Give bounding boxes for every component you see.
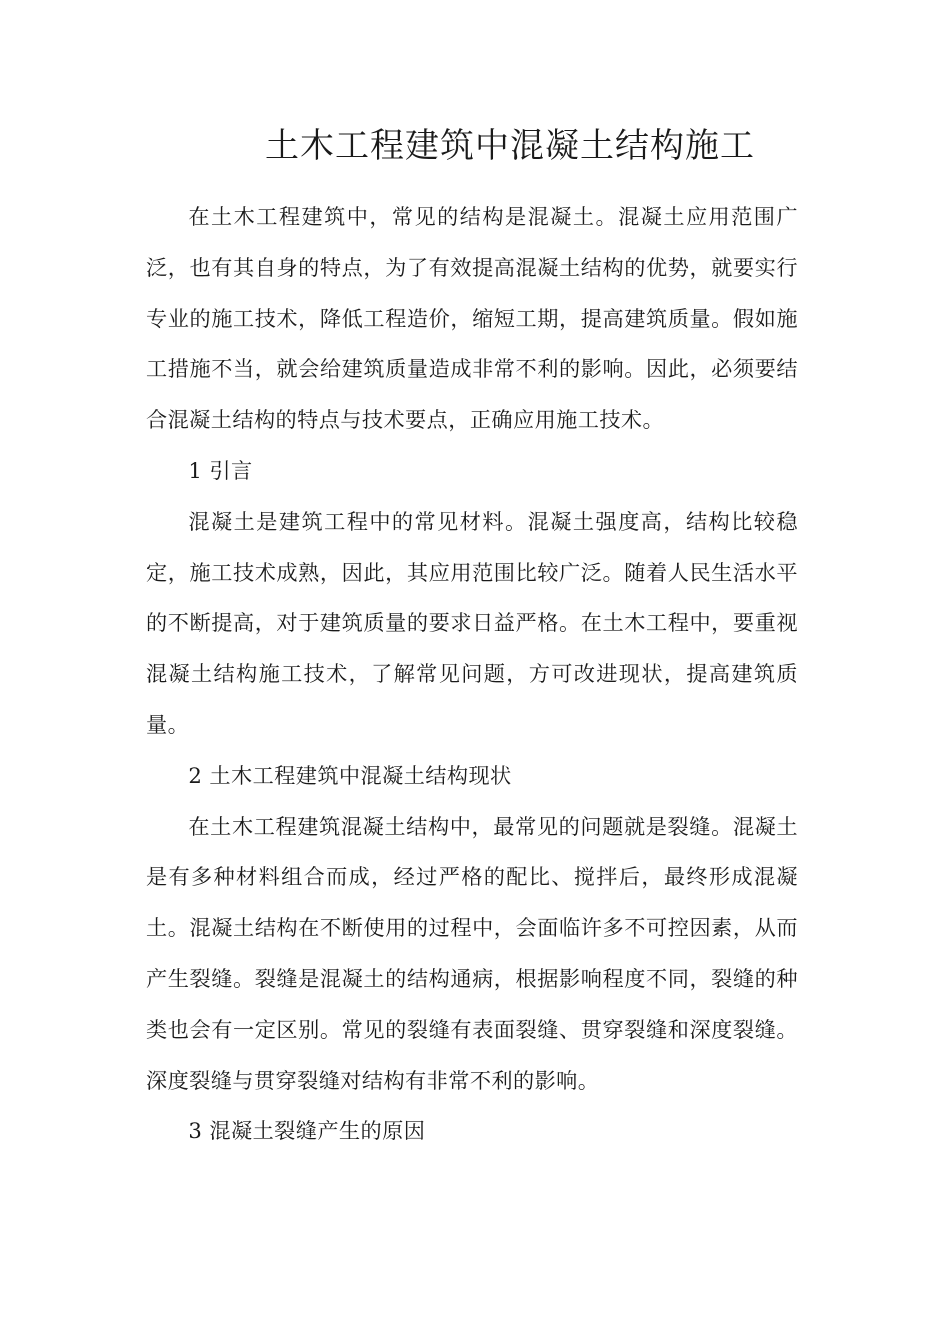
section-heading-2: 2 土木工程建筑中混凝土结构现状 xyxy=(188,762,512,788)
document-title: 土木工程建筑中混凝土结构施工 xyxy=(265,126,755,166)
paragraph-section-1: 混凝土是建筑工程中的常见材料。混凝土强度高，结构比较稳定，施工技术成熟，因此，其应用范围比较广泛。随着人民生活水平的不断提高，对于建筑质量的要求日益严格。在土木工程中，要重视混凝土结构施工技术，了解常见问题，方可改进现状，提高建筑质量。 xyxy=(146,508,798,737)
paragraph-intro: 在土木工程建筑中，常见的结构是混凝土。混凝土应用范围广泛，也有其自身的特点，为了有效提高混凝土结构的优势，就要实行专业的施工技术，降低工程造价，缩短工期，提高建筑质量。假如施工措施不当，就会给建筑质量造成非常不利的影响。因此，必须要结合混凝土结构的特点与技术要点，正确应用施工技术。 xyxy=(146,204,798,433)
section-heading-3: 3 混凝土裂缝产生的原因 xyxy=(188,1118,426,1144)
document-body xyxy=(146,192,798,1157)
section-heading-1: 1 引言 xyxy=(188,457,253,483)
paragraph-section-2: 在土木工程建筑混凝土结构中，最常见的问题就是裂缝。混凝土是有多种材料组合而成，经过严格的配比、搅拌后，最终形成混凝土。混凝土结构在不断使用的过程中，会面临许多不可控因素，从而产生裂缝。裂缝是混凝土的结构通病，根据影响程度不同，裂缝的种类也会有一定区别。常见的裂缝有表面裂缝、贯穿裂缝和深度裂缝。深度裂缝与贯穿裂缝对结构有非常不利的影响。 xyxy=(146,813,798,1093)
